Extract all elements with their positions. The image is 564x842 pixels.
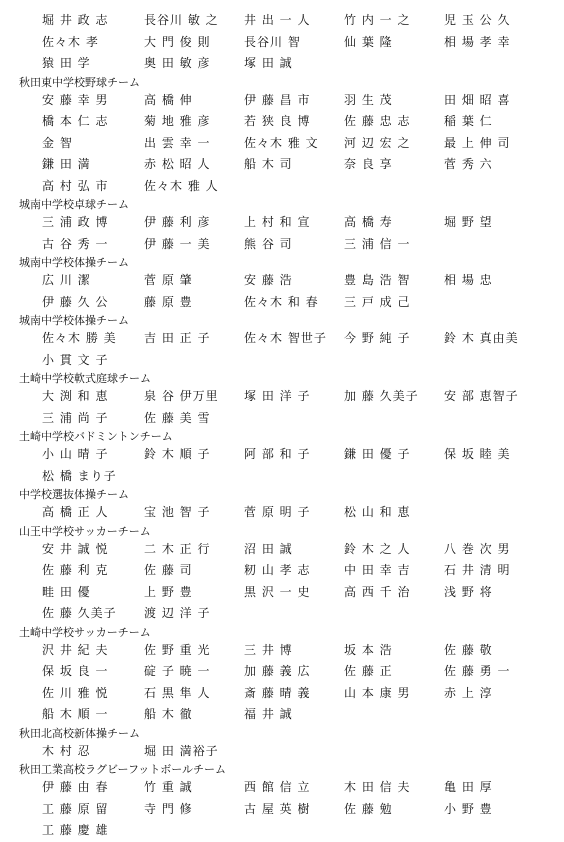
member-name: 堀 野 望 — [444, 215, 493, 229]
name-row — [0, 704, 564, 726]
member-name: 沼 田 誠 — [244, 541, 293, 556]
row-indent — [0, 661, 42, 683]
member-name: 三 浦 尚 子 — [42, 410, 109, 425]
member-name: 長谷川 敏 之 — [144, 13, 219, 27]
member-name: 赤 松 昭 人 — [144, 157, 211, 171]
row-indent — [0, 582, 42, 604]
row-indent — [0, 111, 42, 133]
member-name: 黒 沢 一 史 — [244, 584, 311, 599]
member-name: 保 坂 睦 美 — [444, 447, 511, 461]
member-name: 最 上 伸 司 — [444, 135, 511, 150]
member-name: 小 山 晴 子 — [42, 447, 109, 461]
member-name: 高 西 千 治 — [344, 584, 411, 599]
member-name: 出 雲 幸 一 — [144, 135, 211, 150]
row-indent — [0, 683, 42, 705]
row-indent — [0, 234, 42, 256]
member-name: 佐 川 雅 悦 — [42, 685, 109, 700]
member-name: 八 巻 次 男 — [444, 541, 511, 556]
name-row — [0, 408, 564, 430]
member-name: 鈴 木 之 人 — [344, 541, 411, 556]
name-row — [0, 328, 564, 350]
team-header: 土崎中学校サッカーチーム — [19, 625, 151, 639]
member-name: 三 浦 信 一 — [344, 236, 411, 251]
member-name: 木 田 信 夫 — [344, 780, 411, 794]
name-row — [0, 10, 564, 32]
member-name: 船 木 徹 — [144, 707, 193, 721]
member-name: 渡 辺 洋 子 — [144, 606, 211, 620]
member-name: 堀 井 政 志 — [42, 13, 109, 27]
row-indent — [0, 777, 42, 799]
member-name: 伊 藤 一 美 — [144, 236, 211, 251]
row-indent — [0, 53, 42, 75]
member-name: 碇 子 暁 一 — [144, 664, 211, 678]
member-name: 安 藤 幸 男 — [42, 92, 109, 107]
member-name: 宝 池 智 子 — [144, 505, 211, 519]
member-name: 佐 藤 美 雪 — [144, 410, 211, 425]
name-row — [0, 350, 564, 372]
name-row — [0, 90, 564, 112]
member-name: 安 部 恵智子 — [444, 389, 519, 403]
member-name: 坂 本 浩 — [344, 642, 393, 657]
row-indent — [0, 539, 42, 561]
member-name: 木 村 忍 — [42, 743, 91, 758]
member-name: 三 戸 成 己 — [344, 294, 411, 309]
member-name: 中 田 幸 吉 — [344, 563, 411, 577]
member-name: 阿 部 和 子 — [244, 447, 311, 461]
member-name: 竹 内 一 之 — [344, 13, 411, 27]
member-name: 鎌 田 優 子 — [344, 447, 411, 461]
name-row — [0, 466, 564, 488]
member-name: 若 狭 良 博 — [244, 114, 311, 128]
member-name: 児 玉 公 久 — [444, 13, 511, 27]
member-name: 鈴 木 順 子 — [144, 447, 211, 461]
member-name: 安 井 誠 悦 — [42, 541, 109, 556]
member-name: 籾 山 孝 志 — [244, 563, 311, 577]
name-row — [0, 386, 564, 408]
name-row — [0, 661, 564, 683]
member-name: 佐 藤 利 克 — [42, 563, 109, 577]
member-name: 河 辺 宏 之 — [344, 135, 411, 150]
member-name: 沢 井 紀 夫 — [42, 642, 109, 657]
member-name: 福 井 誠 — [244, 707, 293, 721]
row-indent — [0, 799, 42, 821]
member-name: 相 場 忠 — [444, 273, 493, 287]
member-name: 船 木 順 一 — [42, 707, 109, 721]
member-name: 佐 藤 敬 — [444, 642, 493, 657]
member-name: 菅 秀 六 — [444, 157, 493, 171]
member-name: 上 野 豊 — [144, 584, 193, 599]
name-row — [0, 502, 564, 524]
member-name: 塚 田 洋 子 — [244, 389, 311, 403]
member-name: 藤 原 豊 — [144, 294, 193, 309]
name-row — [0, 820, 564, 842]
member-name: 三 井 博 — [244, 642, 293, 657]
name-row — [0, 603, 564, 625]
member-name: 佐 藤 久美子 — [42, 606, 117, 620]
name-row — [0, 234, 564, 256]
team-header: 中学校選抜体操チーム — [19, 488, 129, 501]
name-row — [0, 133, 564, 155]
member-name: 相 場 孝 幸 — [444, 34, 511, 49]
member-name: 広 川 潔 — [42, 273, 91, 287]
row-indent — [0, 640, 42, 662]
team-header: 山王中学校サッカーチーム — [19, 524, 151, 538]
name-row — [0, 444, 564, 466]
team-header: 土崎中学校バドミントンチーム — [19, 430, 173, 443]
team-header: 秋田東中学校野球チーム — [19, 75, 140, 89]
member-name: 佐 藤 忠 志 — [344, 114, 411, 128]
member-name: 熊 谷 司 — [244, 236, 293, 251]
member-name: 石 井 清 明 — [444, 563, 511, 577]
member-name: 安 藤 浩 — [244, 273, 293, 287]
row-indent — [0, 820, 42, 842]
member-name: 佐 藤 勇 一 — [444, 664, 511, 678]
row-indent — [0, 560, 42, 582]
member-name: 上 村 和 宣 — [244, 215, 311, 229]
row-indent — [0, 386, 42, 408]
member-name: 堀 田 満裕子 — [144, 743, 219, 758]
member-name: 佐々木 雅 人 — [144, 178, 219, 193]
row-indent — [0, 154, 42, 176]
member-name: 豊 島 浩 智 — [344, 273, 411, 287]
row-indent — [0, 741, 42, 763]
name-row — [0, 176, 564, 198]
team-header: 土崎中学校軟式庭球チーム — [19, 372, 151, 385]
team-header: 城南中学校体操チーム — [19, 314, 129, 327]
row-indent — [0, 133, 42, 155]
name-row — [0, 560, 564, 582]
member-name: 佐 野 重 光 — [144, 642, 211, 657]
name-row — [0, 32, 564, 54]
member-name: 工 藤 慶 雄 — [42, 823, 109, 837]
member-name: 伊 藤 由 春 — [42, 780, 109, 794]
member-name: 寺 門 修 — [144, 801, 193, 816]
row-indent — [0, 10, 42, 32]
member-name: 浅 野 将 — [444, 584, 493, 599]
member-name: 井 出 一 人 — [244, 13, 311, 27]
member-name: 佐々木 智世子 — [244, 331, 327, 345]
member-name: 亀 田 厚 — [444, 780, 493, 794]
name-row — [0, 212, 564, 234]
member-name: 古 谷 秀 一 — [42, 236, 109, 251]
name-row — [0, 270, 564, 292]
member-name: 加 藤 義 広 — [244, 664, 311, 678]
name-row — [0, 741, 564, 763]
member-name: 吉 田 正 子 — [144, 331, 211, 345]
row-indent — [0, 408, 42, 430]
name-row — [0, 154, 564, 176]
member-name: 伊 藤 昌 市 — [244, 92, 311, 107]
member-name: 伊 藤 利 彦 — [144, 215, 211, 229]
member-name: 松 山 和 恵 — [344, 505, 411, 519]
member-name: 大 渕 和 恵 — [42, 389, 109, 403]
member-name: 石 黒 隼 人 — [144, 685, 211, 700]
row-indent — [0, 704, 42, 726]
row-indent — [0, 603, 42, 625]
member-name: 菅 原 肇 — [144, 273, 193, 287]
member-name: 小 貫 文 子 — [42, 352, 109, 367]
row-indent — [0, 444, 42, 466]
member-name: 佐々木 勝 美 — [42, 331, 117, 345]
member-name: 奈 良 享 — [344, 157, 393, 171]
member-name: 羽 生 茂 — [344, 92, 393, 107]
name-row — [0, 111, 564, 133]
member-name: 三 浦 政 博 — [42, 215, 109, 229]
name-row — [0, 582, 564, 604]
row-indent — [0, 466, 42, 488]
name-row — [0, 799, 564, 821]
row-indent — [0, 328, 42, 350]
member-name: 斎 藤 晴 義 — [244, 685, 311, 700]
member-name: 松 橋 まり子 — [42, 468, 117, 483]
member-name: 鎌 田 満 — [42, 157, 91, 171]
name-row — [0, 640, 564, 662]
name-row — [0, 292, 564, 314]
member-name: 保 坂 良 一 — [42, 664, 109, 678]
member-name: 佐 藤 司 — [144, 563, 193, 577]
member-name: 二 木 正 行 — [144, 541, 211, 556]
member-name: 高 橋 伸 — [144, 92, 193, 107]
row-indent — [0, 350, 42, 372]
team-header: 秋田工業高校ラグビーフットボールチーム — [19, 763, 227, 776]
member-name: 菅 原 明 子 — [244, 505, 311, 519]
member-name: 稲 葉 仁 — [444, 114, 493, 128]
member-name: 長谷川 智 — [244, 34, 301, 49]
member-name: 畦 田 優 — [42, 584, 91, 599]
team-header: 城南中学校体操チーム — [19, 256, 129, 269]
member-name: 仙 葉 隆 — [344, 34, 393, 49]
member-name: 船 木 司 — [244, 157, 293, 171]
row-indent — [0, 212, 42, 234]
member-name: 小 野 豊 — [444, 801, 493, 816]
member-name: 古 屋 英 樹 — [244, 801, 311, 816]
member-name: 高 村 弘 市 — [42, 178, 109, 193]
name-row — [0, 53, 564, 75]
row-indent — [0, 90, 42, 112]
member-name: 加 藤 久美子 — [344, 389, 419, 403]
member-name: 高 橋 正 人 — [42, 505, 109, 519]
team-header: 城南中学校卓球チーム — [19, 198, 129, 211]
row-indent — [0, 270, 42, 292]
member-name: 伊 藤 久 公 — [42, 294, 109, 309]
row-indent — [0, 32, 42, 54]
member-name: 大 門 俊 則 — [144, 34, 211, 49]
member-name: 鈴 木 真由美 — [444, 331, 519, 345]
row-indent — [0, 292, 42, 314]
member-name: 工 藤 原 留 — [42, 801, 109, 816]
member-name: 金 智 — [42, 135, 73, 150]
name-row — [0, 777, 564, 799]
name-row — [0, 539, 564, 561]
member-name: 今 野 純 子 — [344, 331, 411, 345]
member-name: 佐 藤 正 — [344, 664, 393, 678]
member-name: 佐 藤 勉 — [344, 801, 393, 816]
member-name: 橋 本 仁 志 — [42, 114, 109, 128]
member-name: 高 橋 寿 — [344, 215, 393, 229]
member-name: 竹 重 誠 — [144, 780, 193, 794]
member-name: 山 本 康 男 — [344, 685, 411, 700]
row-indent — [0, 176, 42, 198]
member-name: 奥 田 敏 彦 — [144, 56, 211, 70]
row-indent — [0, 502, 42, 524]
team-header: 秋田北高校新体操チーム — [19, 726, 140, 740]
member-name: 猿 田 学 — [42, 56, 91, 70]
member-name: 菊 地 雅 彦 — [144, 114, 211, 128]
member-name: 佐々木 和 春 — [244, 294, 319, 309]
member-name: 赤 上 淳 — [444, 685, 493, 700]
member-name: 西 館 信 立 — [244, 780, 311, 794]
member-name: 佐々木 孝 — [42, 34, 99, 49]
member-name: 佐々木 雅 文 — [244, 135, 319, 150]
name-row — [0, 683, 564, 705]
member-name: 泉 谷 伊万里 — [144, 389, 219, 403]
member-name: 田 畑 昭 喜 — [444, 92, 511, 107]
member-name: 塚 田 誠 — [244, 56, 293, 70]
